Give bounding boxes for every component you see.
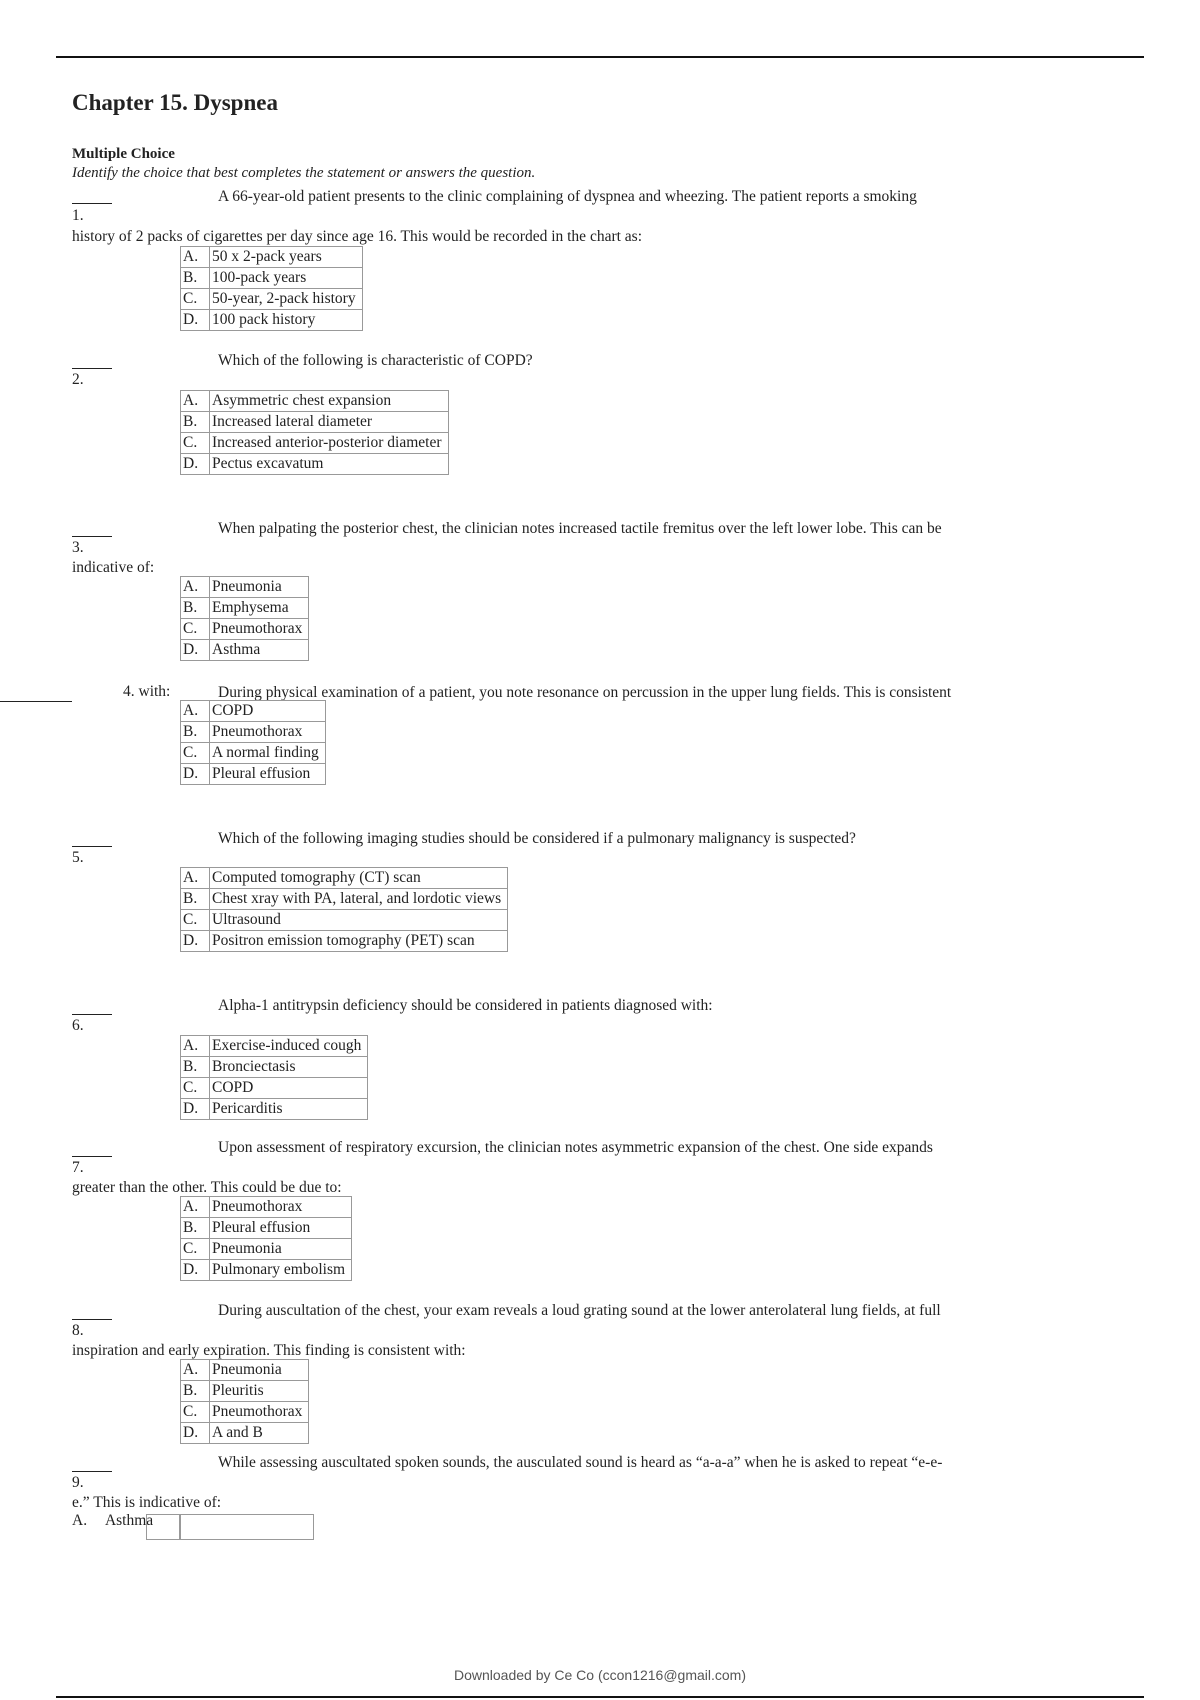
choice-letter: B. [181, 412, 210, 433]
question-number-8: 8. [72, 1322, 84, 1339]
top-rule [56, 56, 1144, 58]
choice-row[interactable] [181, 577, 309, 598]
choice-letter: D. [181, 1423, 210, 1444]
choice-letter: B. [181, 598, 210, 619]
choice-text: Increased lateral diameter [210, 412, 449, 433]
choice-letter: A. [181, 701, 210, 722]
question-number-9: 9. [72, 1474, 84, 1491]
choice-text: A normal finding [210, 743, 326, 764]
question-stem-2: Which of the following is characteristic of COPD? [218, 352, 533, 369]
choice-row[interactable] [181, 743, 326, 764]
choice-letter: C. [181, 1239, 210, 1260]
question-stem-7: Upon assessment of respiratory excursion, the clinician notes asymmetric expansion of the chest. One side expands [218, 1139, 933, 1156]
bottom-rule [56, 1696, 1144, 1698]
choice-row[interactable] [181, 931, 508, 952]
choice-text: Computed tomography (CT) scan [210, 868, 508, 889]
choices-table-q5 [180, 867, 508, 952]
choice-text: 100 pack history [210, 310, 363, 331]
choice-letter: D. [181, 640, 210, 661]
choice-letter: B. [181, 1057, 210, 1078]
answer-blank-q8[interactable] [72, 1319, 112, 1320]
choice-row[interactable] [181, 1057, 368, 1078]
answer-blank-q2[interactable] [72, 368, 112, 369]
choice-row[interactable] [181, 412, 449, 433]
page-title: Chapter 15. Dyspnea [72, 90, 278, 115]
choice-letter: B. [181, 1381, 210, 1402]
question-continuation-1: history of 2 packs of cigarettes per day since age 16. This would be recorded in the chart as: [72, 228, 643, 245]
choice-row[interactable] [181, 1218, 352, 1239]
choice-letter: A. [181, 1036, 210, 1057]
choice-letter: C. [181, 1078, 210, 1099]
choice-row[interactable] [181, 1360, 309, 1381]
choice-row[interactable] [181, 247, 363, 268]
choice-letter: C. [181, 289, 210, 310]
choice-row[interactable] [181, 1197, 352, 1218]
choice-text: Pericarditis [210, 1099, 368, 1120]
choice-row[interactable] [181, 391, 449, 412]
choice-text: Pectus excavatum [210, 454, 449, 475]
choice-text: 100-pack years [210, 268, 363, 289]
choice-text: 50-year, 2-pack history [210, 289, 363, 310]
choice-letter: D. [181, 1260, 210, 1281]
choice-text: Asymmetric chest expansion [210, 391, 449, 412]
choice-text: Pneumonia [210, 577, 309, 598]
download-footer: Downloaded by Ce Co (ccon1216@gmail.com) [453, 1667, 747, 1683]
choice-text: Pneumonia [210, 1239, 352, 1260]
choice-row[interactable] [181, 619, 309, 640]
choice-letter: B. [181, 268, 210, 289]
question-number-3: 3. [72, 539, 84, 556]
choice-letter: C. [181, 619, 210, 640]
question-number-2: 2. [72, 371, 84, 388]
choice-letter: D. [181, 764, 210, 785]
choice-letter: A. [72, 1512, 88, 1529]
question-stem-8: During auscultation of the chest, your exam reveals a loud grating sound at the lower anterolateral lung fields, at full [218, 1302, 941, 1319]
question-stem-4: During physical examination of a patient, you note resonance on percussion in the upper lung fields. This is consistent [218, 684, 952, 701]
choice-letter: C. [181, 1402, 210, 1423]
choice-row[interactable] [181, 701, 326, 722]
choices-table-q8 [180, 1359, 309, 1444]
choice-letter: A. [181, 1360, 210, 1381]
choice-text: Pneumothorax [210, 722, 326, 743]
choice-text: Pneumothorax [210, 1197, 352, 1218]
choice-text: Bronciectasis [210, 1057, 368, 1078]
choice-text: Pleural effusion [210, 1218, 352, 1239]
choice-row[interactable] [181, 1423, 309, 1444]
answer-blank-q1[interactable] [72, 203, 112, 204]
question-number-4: 4. with: [123, 683, 171, 700]
choice-row[interactable] [181, 1036, 368, 1057]
choice-letter: B. [181, 1218, 210, 1239]
choice-row[interactable] [181, 1381, 309, 1402]
choice-text: Ultrasound [210, 910, 508, 931]
choice-text: 50 x 2-pack years [210, 247, 363, 268]
choice-letter: C. [181, 433, 210, 454]
choice-row[interactable] [181, 268, 363, 289]
answer-blank-q4[interactable] [0, 701, 72, 702]
choice-text: Pulmonary embolism [210, 1260, 352, 1281]
choice-letter: B. [181, 889, 210, 910]
choice-letter: D. [181, 310, 210, 331]
choice-row[interactable] [181, 722, 326, 743]
choices-table-q7 [180, 1196, 352, 1281]
choice-letter: C. [181, 743, 210, 764]
choice-text: COPD [210, 1078, 368, 1099]
choice-row[interactable] [181, 1402, 309, 1423]
choice-row[interactable] [181, 1260, 352, 1281]
choice-text: Positron emission tomography (PET) scan [210, 931, 508, 952]
question-continuation-7: greater than the other. This could be due to: [72, 1179, 342, 1196]
choice-text: Pneumonia [210, 1360, 309, 1381]
choice-row[interactable] [181, 289, 363, 310]
choice-text: Asthma [210, 640, 309, 661]
answer-blank-q5[interactable] [72, 846, 112, 847]
answer-blank-q6[interactable] [72, 1014, 112, 1015]
choice-letter: A. [181, 1197, 210, 1218]
choice-cell-empty [180, 1514, 314, 1540]
choice-row[interactable] [181, 433, 449, 454]
choice-text: Increased anterior-posterior diameter [210, 433, 449, 454]
section-instructions: Identify the choice that best completes the statement or answers the question. [72, 165, 536, 181]
choice-letter: D. [181, 454, 210, 475]
choice-row[interactable] [181, 1099, 368, 1120]
choice-text: Emphysema [210, 598, 309, 619]
question-stem-5: Which of the following imaging studies should be considered if a pulmonary malignancy is suspected? [218, 830, 856, 847]
choice-row[interactable] [181, 868, 508, 889]
choice-letter: C. [181, 910, 210, 931]
section-heading: Multiple Choice [72, 146, 175, 162]
choice-letter: A. [181, 868, 210, 889]
choice-text: Pneumothorax [210, 619, 309, 640]
choice-text: Chest xray with PA, lateral, and lordotic views [210, 889, 508, 910]
question-continuation-3: indicative of: [72, 559, 155, 576]
choice-row[interactable] [181, 910, 508, 931]
choice-text: A and B [210, 1423, 309, 1444]
choice-row[interactable] [181, 310, 363, 331]
choice-text: COPD [210, 701, 326, 722]
choices-table-q6 [180, 1035, 368, 1120]
question-continuation-9: e.” This is indicative of: [72, 1494, 222, 1511]
choice-text: Pleuritis [210, 1381, 309, 1402]
choice-letter: D. [181, 931, 210, 952]
answer-blank-q9[interactable] [72, 1471, 112, 1472]
choice-row[interactable] [181, 889, 508, 910]
question-continuation-8: inspiration and early expiration. This finding is consistent with: [72, 1342, 466, 1359]
question-stem-1: A 66-year-old patient presents to the clinic complaining of dyspnea and wheezing. The patient reports a smoking [218, 188, 917, 205]
answer-blank-q7[interactable] [72, 1156, 112, 1157]
question-stem-6: Alpha-1 antitrypsin deficiency should be considered in patients diagnosed with: [218, 997, 713, 1014]
answer-blank-q3[interactable] [72, 536, 112, 537]
choice-row[interactable] [181, 598, 309, 619]
choice-text: Exercise-induced cough [210, 1036, 368, 1057]
choice-letter: A. [181, 247, 210, 268]
choices-table-q2 [180, 390, 449, 475]
choice-text: Asthma [104, 1512, 154, 1529]
question-number-7: 7. [72, 1159, 84, 1176]
question-stem-3: When palpating the posterior chest, the clinician notes increased tactile fremitus over the left lower lobe. This can be [218, 520, 942, 537]
choice-letter: D. [181, 1099, 210, 1120]
choice-row[interactable] [181, 1239, 352, 1260]
question-stem-9: While assessing auscultated spoken sounds, the ausculated sound is heard as “a-a-a” when he is asked to repeat “e-e- [218, 1454, 943, 1471]
choices-table-q4 [180, 700, 326, 785]
choices-table-q1 [180, 246, 363, 331]
choice-letter: A. [181, 577, 210, 598]
choice-cell-empty [146, 1514, 180, 1540]
choice-row[interactable] [181, 640, 309, 661]
choice-row[interactable] [181, 1078, 368, 1099]
choice-row-q9[interactable] [72, 1512, 153, 1530]
choice-row[interactable] [181, 764, 326, 785]
question-number-5: 5. [72, 849, 84, 866]
choice-text: Pleural effusion [210, 764, 326, 785]
question-number-1: 1. [72, 207, 84, 224]
choice-letter: A. [181, 391, 210, 412]
choice-row[interactable] [181, 454, 449, 475]
choice-letter: B. [181, 722, 210, 743]
question-number-6: 6. [72, 1017, 84, 1034]
choice-text: Pneumothorax [210, 1402, 309, 1423]
choices-table-q3 [180, 576, 309, 661]
